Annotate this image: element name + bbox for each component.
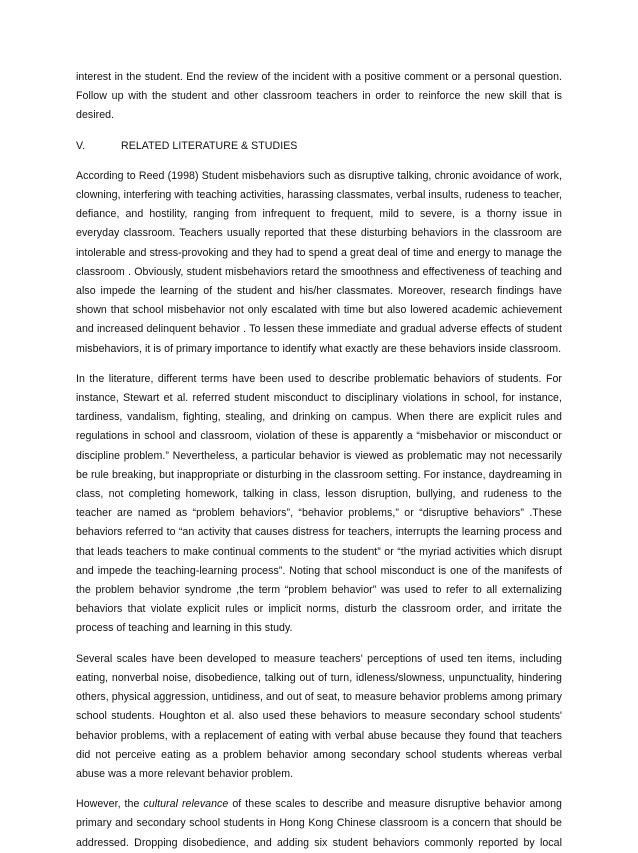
paragraph-text-start: However, the	[76, 798, 144, 811]
section-title: RELATED LITERATURE & STUDIES	[121, 139, 298, 152]
intro-paragraph: interest in the student. End the review of the incident with a positive comment or a personal question. Follow up with the student and other classroom teachers in order to reinforce the new skill that is desired.	[76, 71, 562, 122]
paragraph-text-rest: of these scales to describe and measure disruptive behavior among primary and secondary school students in Hong Kong Chinese classroom is a concern that should be addressed. Dropping disobedience, and adding six student behaviors commonly reported by local	[76, 798, 562, 849]
paragraph-literature-terms: In the literature, different terms have been used to describe problematic behaviors of students. For instance, Stewart et al. referred student misconduct to disciplinary violations in school, for instance, tardiness, vandalism, fighting, stealing, and drinking on campus. When there are explicit rules and regulations in school and classroom, violation of these is apparently a “misbehavior or misconduct or discipline problem.” Nevertheless, a particular behavior is viewed as problematic may not necessarily be rule breaking, but inappropriate or disturbing in the classroom setting. For instance, daydreaming in class, not completing homework, talking in class, lesson disruption, bullying, and rudeness to the teacher are named as “problem behaviors”, “behavior problems,” or “disruptive behaviors” .These behaviors referred to “an activity that causes distress for teachers, interrupts the learning process and that leads teachers to make continual comments to the student” or “the myriad activities which disrupt and impede the teaching-learning process”. Noting that school misconduct is one of the manifests of the problem behavior syndrome ,the term “problem behavior” was used to refer to all externalizing behaviors that violate explicit rules or implicit norms, disturb the classroom order, and irritate the process of teaching and learning in this study.	[76, 372, 562, 635]
paragraph-cultural-relevance	[76, 795, 562, 853]
body-text	[76, 68, 562, 853]
paragraph-reed: According to Reed (1998) Student misbehaviors such as disruptive talking, chronic avoidance of work, clowning, interfering with teaching activities, harassing classmates, verbal insults, rudeness to teacher, defiance, and hostility, ranging from infrequent to frequent, mild to severe, is a thorny issue in everyday classroom. Teachers usually reported that these disturbing behaviors in the classroom are intolerable and stress-provoking and they had to spend a great deal of time and energy to manage the classroom . Obviously, student misbehaviors retard the smoothness and effectiveness of teaching and also impede the learning of the student and his/her classmates. Moreover, research findings have shown that school misbehavior not only escalated with time but also lowered academic achievement and increased delinquent behavior . To lessen these immediate and gradual adverse effects of student misbehaviors, it is of primary importance to identify what exactly are these behaviors inside classroom.	[76, 169, 562, 355]
section-number: V.	[76, 139, 86, 152]
italic-phrase: cultural relevance	[143, 798, 229, 811]
paragraph-scales: Several scales have been developed to measure teachers' perceptions of used ten items, including eating, nonverbal noise, disobedience, talking out of turn, idleness/slowness, unpunctuality, hindering others, physical aggression, untidiness, and out of seat, to measure behavior problems among primary school students. Houghton et al. also used these behaviors to measure secondary school students' behavior problems, with a replacement of eating with verbal abuse because they found that teachers did not perceive eating as a problem behavior among secondary school students whereas verbal abuse was a more relevant behavior problem.	[76, 652, 562, 780]
section-heading	[76, 137, 562, 156]
